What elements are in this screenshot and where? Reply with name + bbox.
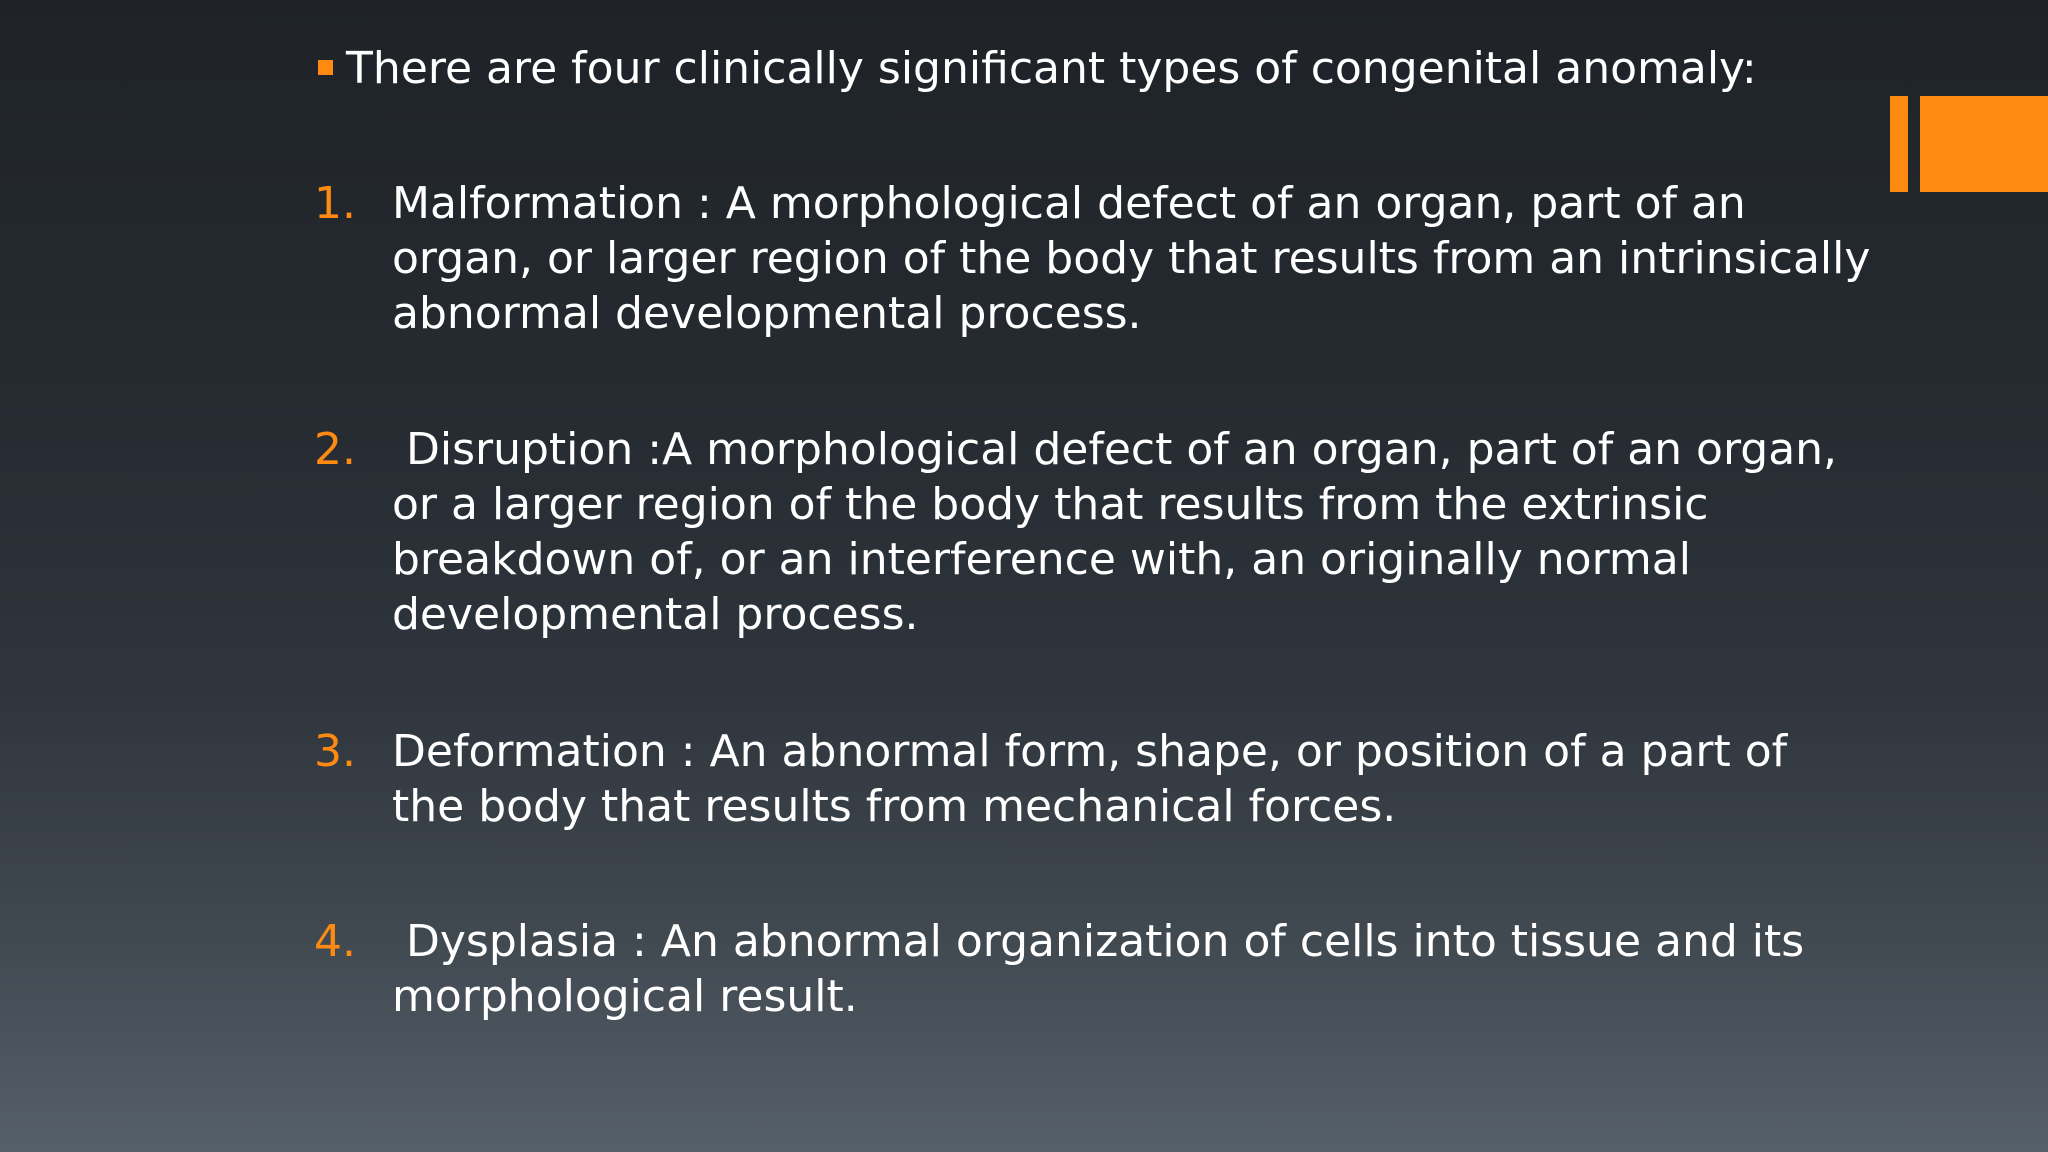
item-number: 3.	[314, 726, 356, 777]
item-line: breakdown of, or an interference with, an originally normal	[392, 534, 1691, 585]
item-line: Deformation : An abnormal form, shape, or position of a part of	[392, 726, 1788, 777]
item-line: or a larger region of the body that results from the extrinsic	[392, 479, 1709, 530]
item-number: 2.	[314, 424, 356, 475]
item-line: abnormal developmental process.	[392, 288, 1142, 339]
item-line: Disruption :A morphological defect of an organ, part of an organ,	[392, 424, 1838, 475]
item-line: Malformation : A morphological defect of an organ, part of an	[392, 178, 1746, 229]
item-text	[392, 724, 1812, 834]
intro-text: There are four clinically significant types of congenital anomaly:	[346, 43, 1757, 94]
item-line: the body that results from mechanical forces.	[392, 781, 1397, 832]
item-line: Dysplasia : An abnormal organization of cells into tissue and its	[392, 916, 1805, 967]
item-text	[392, 914, 1812, 1024]
item-text	[392, 176, 1871, 341]
square-bullet-icon	[318, 60, 333, 75]
accent-bar-block	[1920, 96, 2048, 192]
accent-bar-thin	[1890, 96, 1908, 192]
item-line: developmental process.	[392, 589, 919, 640]
item-line: morphological result.	[392, 971, 858, 1022]
item-number: 1.	[314, 178, 356, 229]
item-number: 4.	[314, 916, 356, 967]
item-line: organ, or larger region of the body that results from an intrinsically	[392, 233, 1871, 284]
item-text	[392, 422, 1838, 642]
